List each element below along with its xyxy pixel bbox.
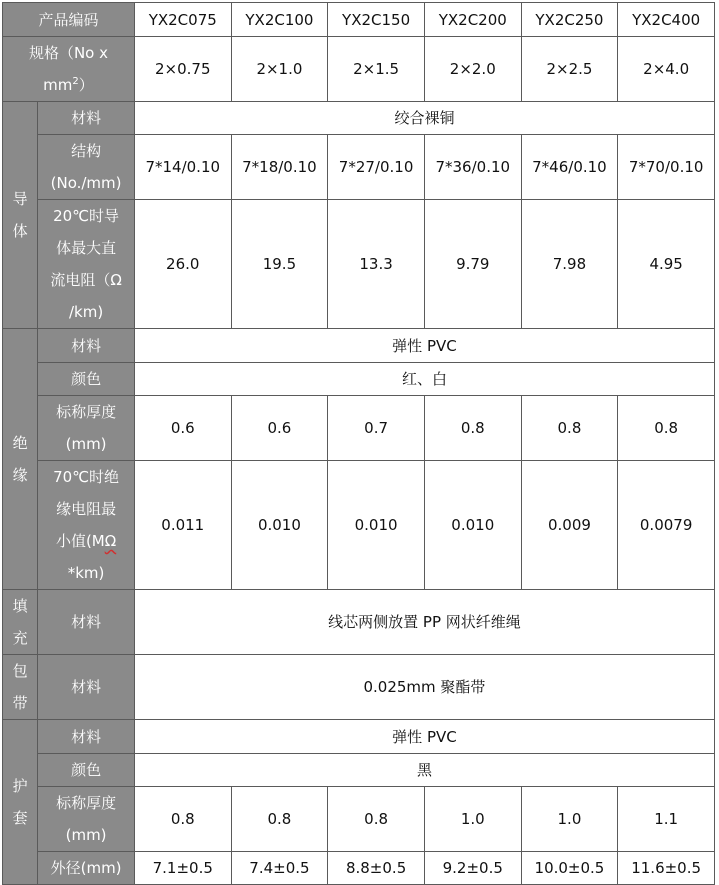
header-row [3,3,715,37]
insulation-thickness-row [3,396,715,461]
conductor-group-label: 导 体 [3,102,38,329]
header-title: 产品编码 [3,3,135,37]
insulation-resistance-label: 70℃时绝 缘电阻最 小值(MΩ *km) [38,461,135,590]
structure-value: 7*18/0.10 [231,135,328,200]
od-value: 7.4±0.5 [231,852,328,885]
thickness-value: 0.6 [231,396,328,461]
wrapping-row [3,655,715,720]
spec-value: 2×4.0 [618,37,715,102]
od-value: 10.0±0.5 [521,852,618,885]
spec-label-close: ） [78,76,94,94]
sheath-od-label: 外径(mm) [38,852,135,885]
model-cell: YX2C250 [521,3,618,37]
spec-value: 2×1.5 [328,37,425,102]
spec-label-line2 [5,69,132,101]
insulation-group-label: 绝 缘 [3,329,38,590]
model-cell: YX2C200 [424,3,521,37]
sheath-thickness-value: 0.8 [231,787,328,852]
insulation-resistance-row [3,461,715,590]
conductor-material-label: 材料 [38,102,135,135]
resistance-value: 13.3 [328,200,425,329]
model-cell: YX2C400 [618,3,715,37]
spec-row [3,37,715,102]
insulation-resistance-value: 0.010 [424,461,521,590]
od-value: 8.8±0.5 [328,852,425,885]
sheath-thickness-value: 0.8 [134,787,231,852]
sheath-color-row [3,754,715,787]
conductor-material-value: 绞合裸铜 [134,102,714,135]
wrapping-material-value: 0.025mm 聚酯带 [134,655,714,720]
spec-label-unit: mm [43,76,73,94]
sheath-material-label: 材料 [38,720,135,754]
conductor-resistance-label: 20℃时导 体最大直 流电阻（Ω /km) [38,200,135,329]
resistance-value: 26.0 [134,200,231,329]
sheath-thickness-value: 1.0 [521,787,618,852]
thickness-value: 0.6 [134,396,231,461]
thickness-value: 0.7 [328,396,425,461]
spec-label-sup: 2 [72,76,79,87]
conductor-structure-row [3,135,715,200]
spec-value: 2×2.5 [521,37,618,102]
filler-row [3,590,715,655]
sheath-color-value: 黑 [134,754,714,787]
wrapping-group-label: 包 带 [3,655,38,720]
sheath-material-row [3,720,715,754]
model-cell: YX2C150 [328,3,425,37]
insulation-resistance-value: 0.011 [134,461,231,590]
resistance-value: 7.98 [521,200,618,329]
spec-value: 2×1.0 [231,37,328,102]
conductor-structure-label: 结构 (No./mm) [38,135,135,200]
structure-value: 7*14/0.10 [134,135,231,200]
insulation-thickness-label: 标称厚度 (mm) [38,396,135,461]
ohm-symbol: Ω [104,532,117,550]
sheath-thickness-value: 1.0 [424,787,521,852]
filler-material-value: 线芯两侧放置 PP 网状纤维绳 [134,590,714,655]
insulation-color-value: 红、白 [134,363,714,396]
sheath-thickness-value: 1.1 [618,787,715,852]
conductor-resistance-row [3,200,715,329]
sheath-thickness-value: 0.8 [328,787,425,852]
spec-value: 2×2.0 [424,37,521,102]
spec-label-line1: 规格（No x [28,44,108,62]
sheath-group-label: 护 套 [3,720,38,885]
thickness-value: 0.8 [424,396,521,461]
filler-group-label: 填 充 [3,590,38,655]
thickness-value: 0.8 [618,396,715,461]
resistance-value: 19.5 [231,200,328,329]
filler-material-label: 材料 [38,590,135,655]
spec-label [3,37,135,102]
insulation-resistance-value: 0.0079 [618,461,715,590]
wrapping-material-label: 材料 [38,655,135,720]
insulation-material-value: 弹性 PVC [134,329,714,363]
od-value: 7.1±0.5 [134,852,231,885]
spec-table [2,2,715,885]
od-value: 9.2±0.5 [424,852,521,885]
insulation-resistance-value: 0.010 [328,461,425,590]
sheath-material-value: 弹性 PVC [134,720,714,754]
spec-value: 2×0.75 [134,37,231,102]
sheath-thickness-label: 标称厚度 (mm) [38,787,135,852]
insulation-resistance-value: 0.010 [231,461,328,590]
structure-value: 7*36/0.10 [424,135,521,200]
model-cell: YX2C075 [134,3,231,37]
resistance-value: 4.95 [618,200,715,329]
structure-value: 7*70/0.10 [618,135,715,200]
insulation-color-label: 颜色 [38,363,135,396]
structure-value: 7*46/0.10 [521,135,618,200]
insulation-material-row [3,329,715,363]
structure-value: 7*27/0.10 [328,135,425,200]
thickness-value: 0.8 [521,396,618,461]
insulation-material-label: 材料 [38,329,135,363]
model-cell: YX2C100 [231,3,328,37]
od-value: 11.6±0.5 [618,852,715,885]
insulation-resistance-value: 0.009 [521,461,618,590]
insulation-color-row [3,363,715,396]
resistance-value: 9.79 [424,200,521,329]
sheath-color-label: 颜色 [38,754,135,787]
conductor-material-row [3,102,715,135]
sheath-thickness-row [3,787,715,852]
